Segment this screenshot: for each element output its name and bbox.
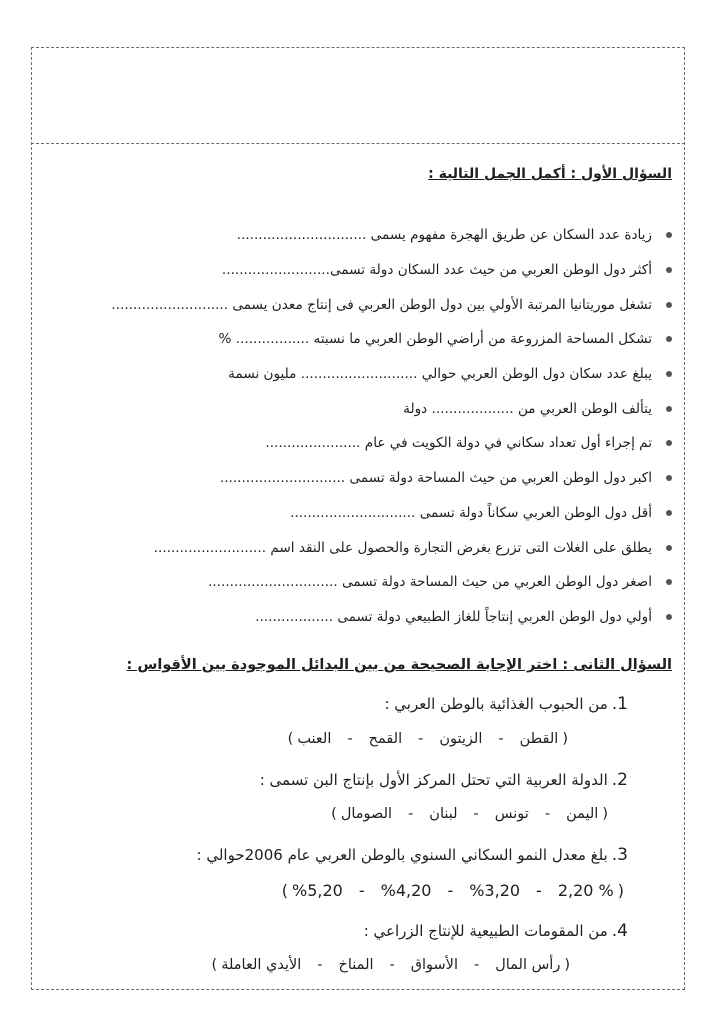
header-divider [31, 143, 685, 144]
list-item: يطلق على الغلات التى تزرع بغرض التجارة والحصول على النقد اسم .......................... [62, 530, 672, 565]
choice[interactable]: لبنان [429, 806, 458, 822]
mcq-choices-1: ( القطن - الزيتون - القمح - العنب ) [287, 731, 568, 747]
choice[interactable]: الصومال [340, 806, 393, 822]
bullet-icon [666, 406, 672, 412]
bullet-icon [666, 545, 672, 551]
bullet-icon [666, 232, 672, 238]
list-item: أقل دول الوطن العربي سكاناً دولة تسمى ............................. [62, 496, 672, 531]
list-item: زيادة عدد السكان عن طريق الهجرة مفهوم يسمى .............................. [62, 218, 672, 253]
bullet-icon [666, 614, 672, 620]
list-item: اكبر دول الوطن العربي من حيث المساحة دولة تسمى ............................. [62, 461, 672, 496]
mcq-stem-3: 3.بلغ معدل النمو السكاني السنوي بالوطن العربي عام 2006حوالي : [196, 845, 628, 865]
mcq-choices-3: ( % 2,20 - %3,20 - %4,20 - %5,20 ) [281, 881, 624, 900]
bullet-icon [666, 475, 672, 481]
choice[interactable]: القمح [368, 731, 403, 747]
choice[interactable]: تونس [494, 806, 529, 822]
mcq-stem-2: 2.الدولة العربية التي تحتل المركز الأول بإنتاج البن تسمى : [259, 770, 628, 790]
list-item: تشغل موريتانيا المرتبة الأولي بين دول الوطن العربي فى إنتاج معدن يسمى ........................... [62, 287, 672, 322]
choice[interactable]: المناخ [338, 957, 374, 973]
bullet-icon [666, 336, 672, 342]
list-item: تم إجراء أول تعداد سكاني في دولة الكويت في عام ...................... [62, 426, 672, 461]
bullet-icon [666, 579, 672, 585]
choice[interactable]: الأيدي العاملة [221, 957, 302, 973]
list-item: تشكل المساحة المزروعة من أراضي الوطن العربي ما نسبته ................. % [62, 322, 672, 357]
bullet-icon [666, 371, 672, 377]
list-item: يبلغ عدد سكان دول الوطن العربي حوالي ........................... مليون نسمة [62, 357, 672, 392]
bullet-icon [666, 440, 672, 446]
question-1-list [62, 218, 672, 634]
choice[interactable]: اليمن [566, 806, 599, 822]
question-1-title: السؤال الأول : أكمل الجمل التالية : [428, 166, 672, 182]
choice[interactable]: % 2,20 [557, 881, 614, 900]
mcq-stem-4: 4.من المقومات الطبيعية للإنتاج الزراعي : [363, 921, 628, 941]
mcq-choices-2: ( اليمن - تونس - لبنان - الصومال ) [331, 806, 608, 822]
mcq-stem-1: 1.من الحبوب الغذائية بالوطن العربي : [384, 694, 628, 714]
choice[interactable]: رأس المال [495, 957, 561, 973]
list-item: أولي دول الوطن العربي إنتاجاً للغاز الطبيعي دولة تسمى .................. [62, 600, 672, 635]
choice[interactable]: العنب [297, 731, 332, 747]
mcq-choices-4: ( رأس المال - الأسواق - المناخ - الأيدي العاملة ) [211, 957, 570, 973]
list-item: أكثر دول الوطن العربي من حيث عدد السكان دولة تسمى......................... [62, 253, 672, 288]
bullet-icon [666, 302, 672, 308]
choice[interactable]: %3,20 [469, 881, 521, 900]
choice[interactable]: %5,20 [292, 881, 343, 900]
choice[interactable]: القطن [519, 731, 559, 747]
choice[interactable]: الزيتون [439, 731, 483, 747]
choice[interactable]: الأسواق [410, 957, 458, 973]
choice[interactable]: %4,20 [380, 881, 432, 900]
list-item: اصغر دول الوطن العربي من حيث المساحة دولة تسمى .............................. [62, 565, 672, 600]
bullet-icon [666, 267, 672, 273]
question-2-title: السؤال الثانى : اختر الإجابة الصحيحة من بين البدائل الموجودة بين الأقواس : [126, 657, 672, 673]
bullet-icon [666, 510, 672, 516]
list-item: يتألف الوطن العربي من ................... دولة [62, 391, 672, 426]
